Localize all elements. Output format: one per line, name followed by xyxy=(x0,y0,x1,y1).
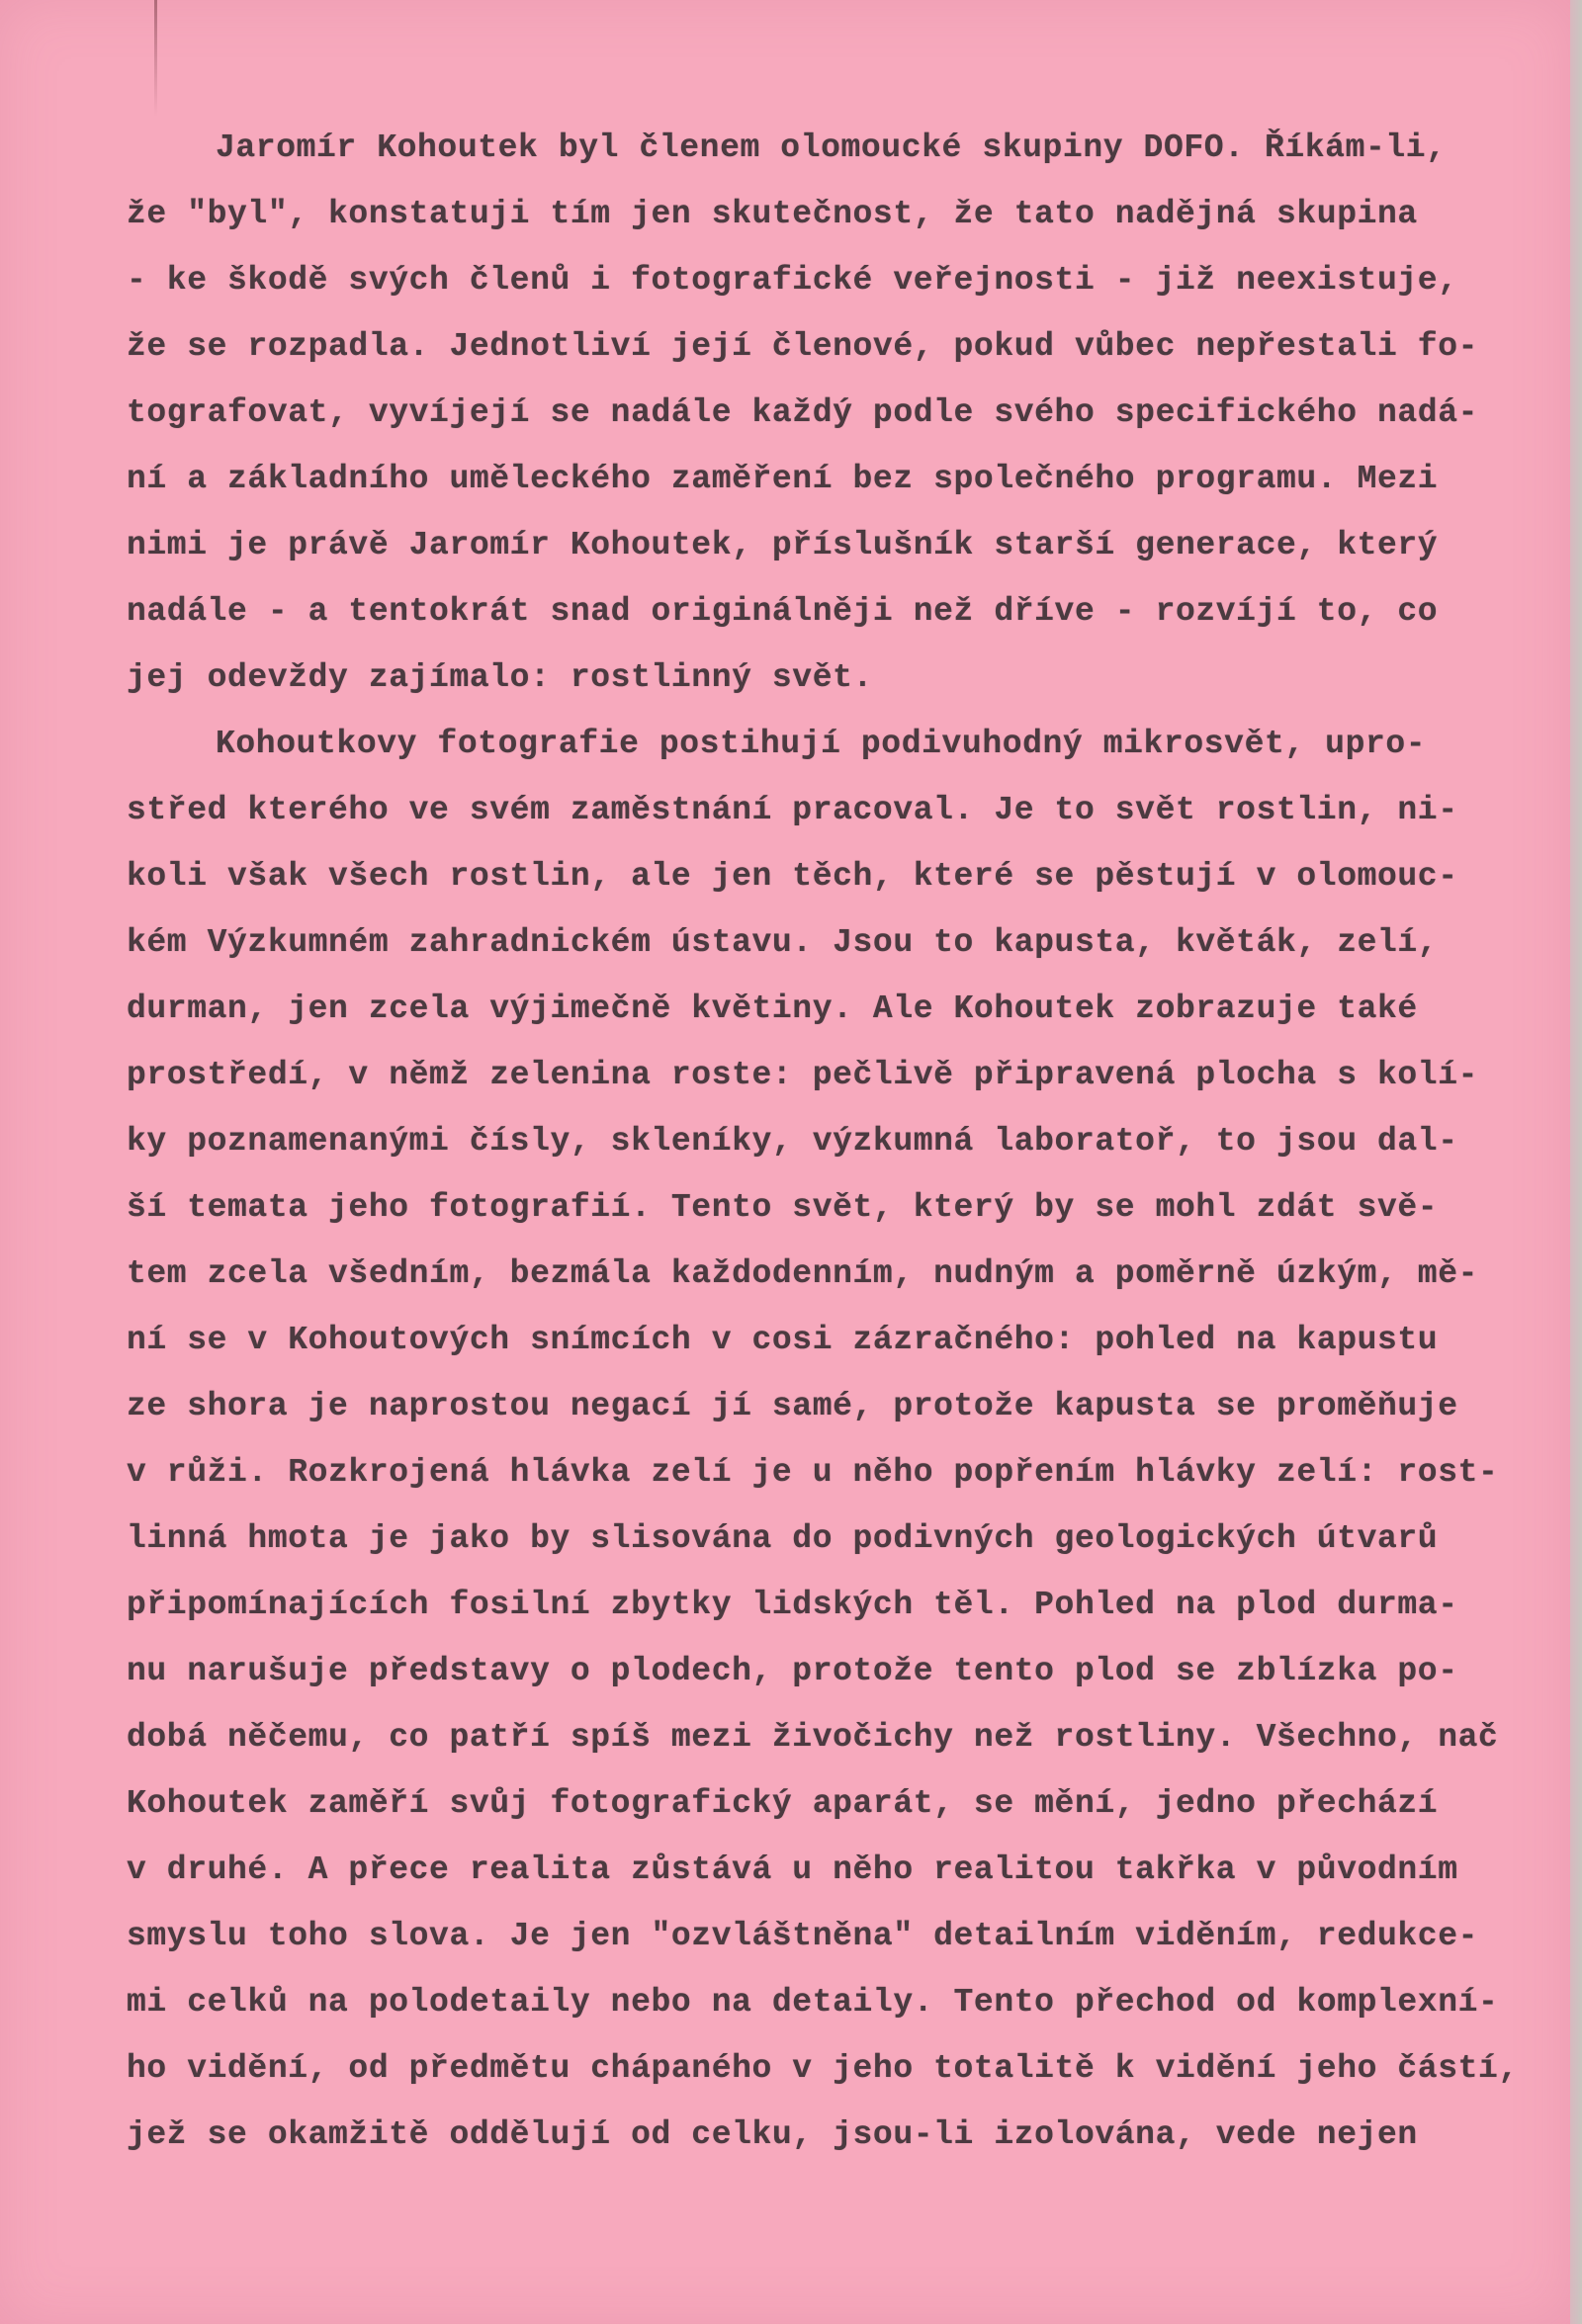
text-line: prostředí, v němž zelenina roste: pečlivě připravená plocha s kolí- xyxy=(127,1057,1479,1093)
text-line: nimi je právě Jaromír Kohoutek, příslušník starší generace, který xyxy=(127,527,1439,563)
text-line: durman, jen zcela výjimečně květiny. Ale Kohoutek zobrazuje také xyxy=(127,990,1418,1027)
text-line: jej odevždy zajímalo: rostlinný svět. xyxy=(127,659,873,696)
scan-edge xyxy=(1570,0,1582,2324)
text-line: smyslu toho slova. Je jen "ozvláštněna" detailním viděním, redukce- xyxy=(127,1918,1479,1954)
text-line: ho vidění, od předmětu chápaného v jeho totalitě k vidění jeho částí, xyxy=(127,2050,1519,2087)
text-line: Kohoutkovy fotografie postihují podivuhodný mikrosvět, upro- xyxy=(216,726,1427,762)
text-line: že se rozpadla. Jednotliví její členové, pokud vůbec nepřestali fo- xyxy=(127,328,1479,365)
text-line: připomínajících fosilní zbytky lidských těl. Pohled na plod durma- xyxy=(127,1587,1458,1623)
text-line: tem zcela všedním, bezmála každodenním, nudným a poměrně úzkým, mě- xyxy=(127,1255,1479,1292)
text-line: - ke škodě svých členů i fotografické veřejnosti - již neexistuje, xyxy=(127,262,1458,299)
text-line: Jaromír Kohoutek byl členem olomoucké skupiny DOFO. Říkám-li, xyxy=(216,129,1447,166)
text-line: kém Výzkumném zahradnickém ústavu. Jsou to kapusta, květák, zelí, xyxy=(127,924,1439,961)
text-line: že "byl", konstatuji tím jen skutečnost, že tato nadějná skupina xyxy=(127,196,1418,232)
text-line: ší temata jeho fotografií. Tento svět, který by se mohl zdát svě- xyxy=(127,1189,1439,1226)
text-line: tografovat, vyvíjejí se nadále každý podle svého specifického nadá- xyxy=(127,394,1479,431)
text-line: ní a základního uměleckého zaměření bez společného programu. Mezi xyxy=(127,461,1439,497)
text-line: koli však všech rostlin, ale jen těch, které se pěstují v olomouc- xyxy=(127,858,1458,895)
text-line: střed kterého ve svém zaměstnání pracoval. Je to svět rostlin, ni- xyxy=(127,792,1458,828)
text-line: v druhé. A přece realita zůstává u něho realitou takřka v původním xyxy=(127,1851,1458,1888)
text-line: linná hmota je jako by slisována do podivných geologických útvarů xyxy=(127,1520,1439,1557)
text-line: ní se v Kohoutových snímcích v cosi zázračného: pohled na kapustu xyxy=(127,1322,1439,1358)
text-line: Kohoutek zaměří svůj fotografický aparát, se mění, jedno přechází xyxy=(127,1785,1439,1822)
text-line: jež se okamžitě oddělují od celku, jsou-li izolována, vede nejen xyxy=(127,2116,1418,2153)
text-line: nadále - a tentokrát snad originálněji než dříve - rozvíjí to, co xyxy=(127,593,1439,630)
text-line: nu narušuje představy o plodech, protože tento plod se zblízka po- xyxy=(127,1653,1458,1689)
text-line: ky poznamenanými čísly, skleníky, výzkumná laboratoř, to jsou dal- xyxy=(127,1123,1458,1160)
text-line: dobá něčemu, co patří spíš mezi živočichy než rostliny. Všechno, nač xyxy=(127,1719,1499,1756)
text-line: ze shora je naprostou negací jí samé, protože kapusta se proměňuje xyxy=(127,1388,1458,1424)
text-line: mi celků na polodetaily nebo na detaily. Tento přechod od komplexní- xyxy=(127,1984,1499,2021)
text-line: v růži. Rozkrojená hlávka zelí je u něho popřením hlávky zelí: rost- xyxy=(127,1454,1499,1491)
